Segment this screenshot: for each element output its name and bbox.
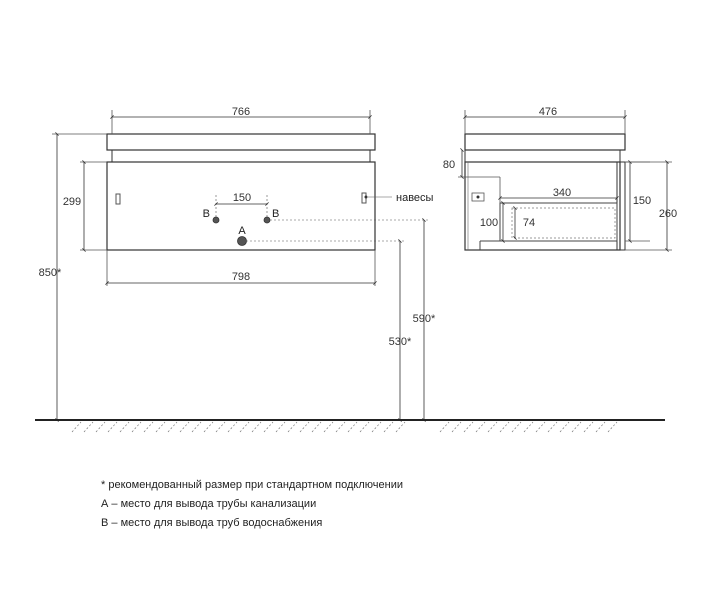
floor-hatching-left <box>72 422 405 432</box>
side-countertop <box>465 134 625 150</box>
floor <box>35 420 665 432</box>
side-drawer <box>500 203 617 241</box>
dim-798: 798 <box>231 271 251 283</box>
dim-74: 74 <box>522 217 536 229</box>
label-b-left: B <box>202 208 210 220</box>
dim-299: 299 <box>62 196 82 208</box>
front-countertop <box>107 134 375 150</box>
dim-150-side: 150 <box>632 195 652 207</box>
dim-530: 530* <box>388 336 412 348</box>
label-b-right: B <box>272 208 280 220</box>
note-recommended: * рекомендованный размер при стандартном подключении <box>101 479 403 491</box>
side-cabinet-body <box>465 162 620 250</box>
dim-100: 100 <box>479 217 499 229</box>
notes <box>101 476 403 533</box>
hinge-left <box>116 194 120 204</box>
floor-hatching-right <box>440 422 617 432</box>
front-view <box>39 106 436 420</box>
dim-340: 340 <box>552 187 572 199</box>
side-top-panel <box>465 150 620 162</box>
dim-476: 476 <box>538 106 558 118</box>
dim-590: 590* <box>412 313 436 325</box>
dim-80: 80 <box>442 159 456 171</box>
dim-260: 260 <box>658 208 678 220</box>
side-view <box>443 106 677 250</box>
hinge-right-dot <box>365 196 368 199</box>
dim-766: 766 <box>231 106 251 118</box>
dim-850: 850* <box>38 267 62 279</box>
dim-150: 150 <box>232 192 252 204</box>
note-point-a: А – место для вывода трубы канализации <box>101 498 317 510</box>
front-top-panel <box>112 150 370 162</box>
label-a: A <box>238 225 246 237</box>
pipe-a <box>238 237 247 246</box>
side-facade <box>617 162 625 250</box>
note-point-b: В – место для вывода труб водоснабжения <box>101 517 323 529</box>
label-hinges: навесы <box>396 192 434 204</box>
